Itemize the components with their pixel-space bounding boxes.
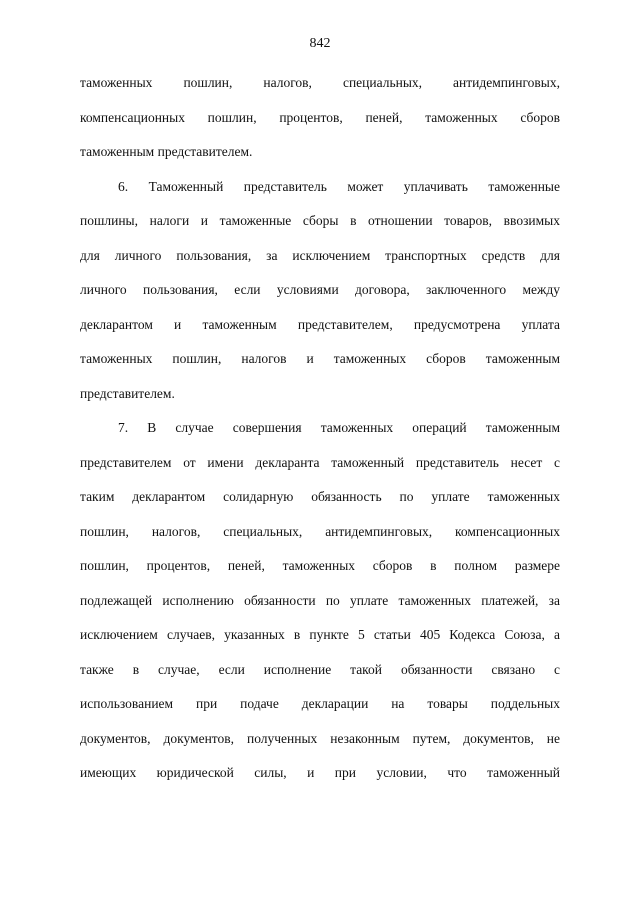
text-line: таможенным представителем.	[80, 144, 253, 159]
text-line: таким декларантом солидарную обязанность по уплате таможенных	[80, 489, 560, 504]
text-line: компенсационных пошлин, процентов, пеней, таможенных сборов	[80, 109, 560, 125]
text-line: подлежащей исполнению обязанности по уплате таможенных платежей, за	[80, 592, 560, 608]
text-line: представителем от имени декларанта таможенный представитель несет с	[80, 454, 560, 470]
text-line: пошлины, налоги и таможенные сборы в отношении товаров, ввозимых	[80, 213, 560, 228]
text-line: декларантом и таможенным представителем, предусмотрена уплата	[80, 316, 560, 332]
text-line: таможенных пошлин, налогов и таможенных сборов таможенным	[80, 351, 560, 366]
text-line: также в случае, если исполнение такой обязанности связано с	[80, 661, 560, 677]
text-line: таможенных пошлин, налогов, специальных, антидемпинговых,	[80, 75, 560, 90]
text-line: пошлин, процентов, пеней, таможенных сборов в полном размере	[80, 558, 560, 573]
text-line: документов, документов, полученных незаконным путем, документов, не	[80, 730, 560, 746]
text-line: исключением случаев, указанных в пункте 5 статьи 405 Кодекса Союза, а	[80, 627, 560, 642]
document-body	[80, 66, 560, 791]
text-line: для личного пользования, за исключением транспортных средств для	[80, 247, 560, 263]
text-line: 7. В случае совершения таможенных операций таможенным	[118, 420, 560, 435]
text-line: пошлин, налогов, специальных, антидемпинговых, компенсационных	[80, 523, 560, 539]
text-line: использованием при подаче декларации на товары поддельных	[80, 696, 560, 711]
text-line: представителем.	[80, 385, 175, 401]
page-number: 842	[309, 36, 331, 51]
text-line: 6. Таможенный представитель может уплачивать таможенные	[118, 178, 560, 194]
text-line: личного пользования, если условиями договора, заключенного между	[80, 282, 560, 297]
text-line: имеющих юридической силы, и при условии, что таможенный	[80, 765, 560, 780]
